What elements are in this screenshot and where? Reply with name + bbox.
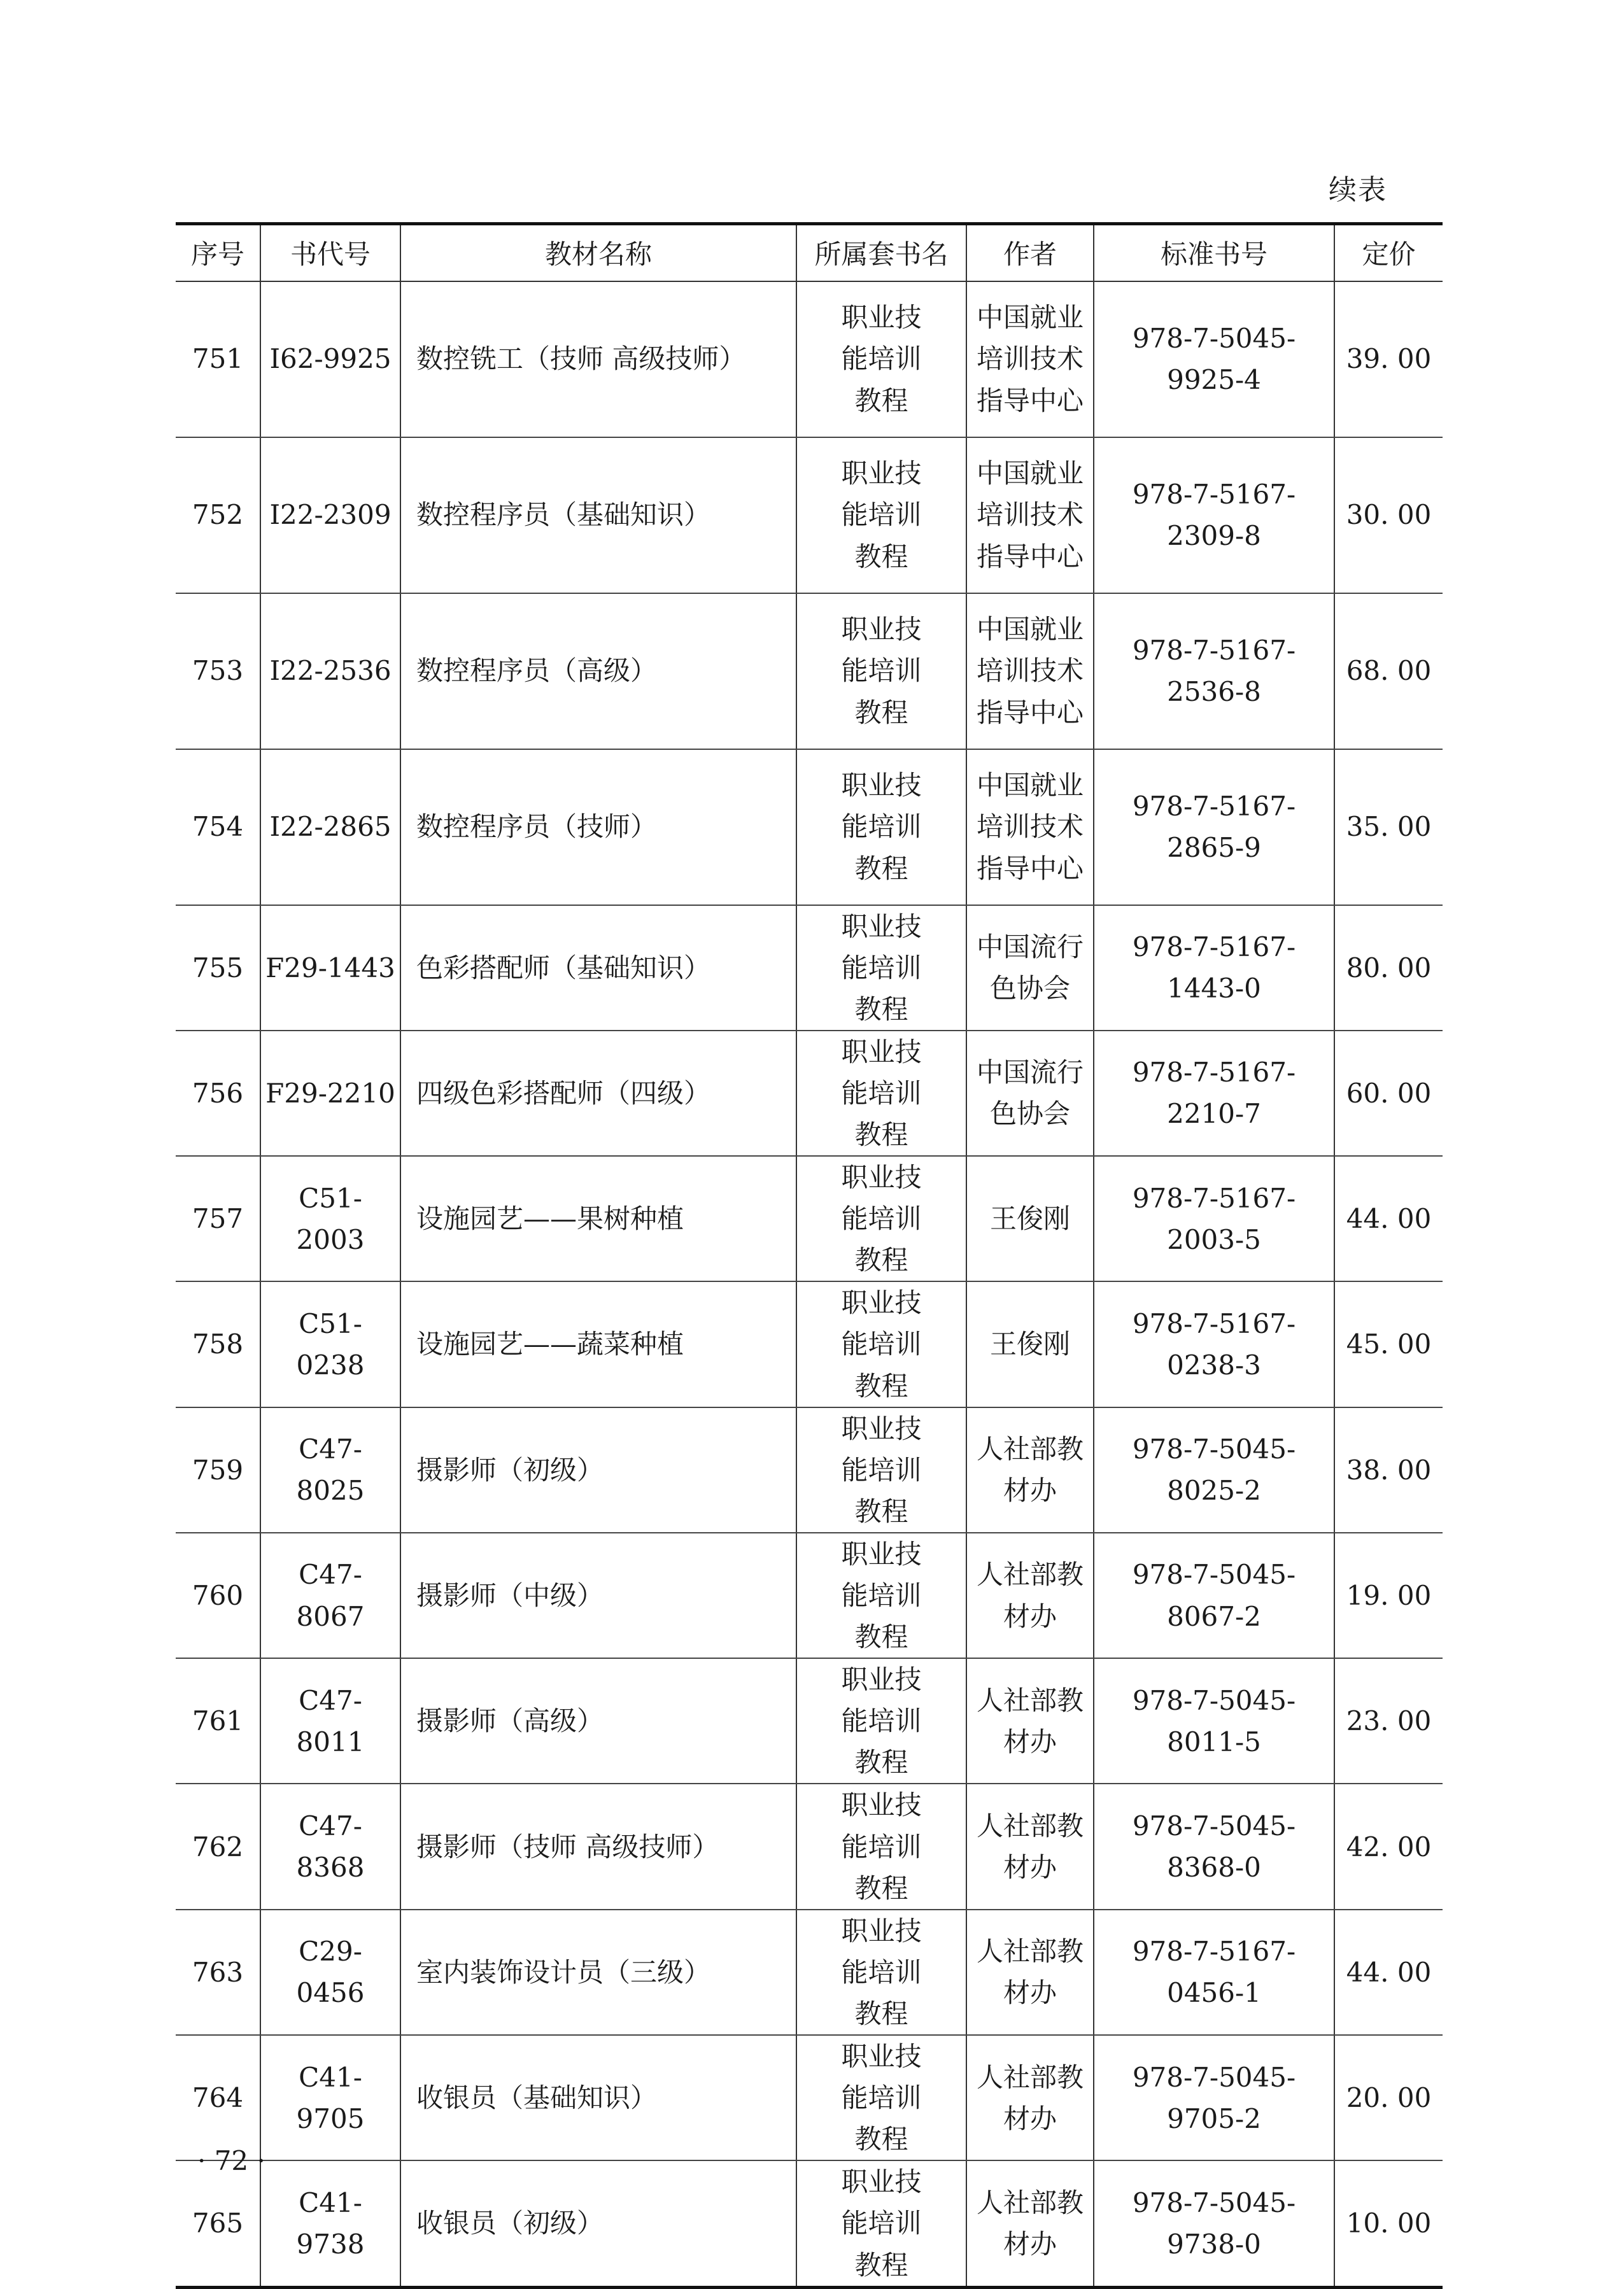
table-header-row	[176, 224, 1443, 281]
cell-author	[966, 1407, 1094, 1533]
cell-price: 44. 00	[1334, 1910, 1443, 2035]
cell-code: C47-8011	[260, 1658, 400, 1784]
column-header-title: 教材名称	[400, 224, 796, 281]
textbook-catalog-table	[176, 222, 1443, 2289]
cell-isbn: 978-7-5045-9925-4	[1094, 281, 1334, 437]
cell-isbn: 978-7-5045-8011-5	[1094, 1658, 1334, 1784]
table-row	[176, 1407, 1443, 1533]
cell-series	[796, 1281, 966, 1407]
cell-seq: 754	[176, 749, 260, 905]
cell-author	[966, 281, 1094, 437]
cell-author	[966, 905, 1094, 1031]
cell-title: 数控程序员（基础知识）	[400, 437, 796, 593]
column-header-author: 作者	[966, 224, 1094, 281]
cell-isbn: 978-7-5167-1443-0	[1094, 905, 1334, 1031]
table-row	[176, 593, 1443, 749]
column-header-code: 书代号	[260, 224, 400, 281]
cell-series	[796, 1156, 966, 1281]
author-text: 中国就业培训技术指导中心	[976, 770, 1084, 884]
cell-isbn: 978-7-5045-8067-2	[1094, 1533, 1334, 1658]
cell-code: C47-8067	[260, 1533, 400, 1658]
table-row	[176, 905, 1443, 1031]
author-text: 人社部教材办	[976, 1433, 1084, 1507]
cell-price: 80. 00	[1334, 905, 1443, 1031]
cell-title: 数控程序员（高级）	[400, 593, 796, 749]
cell-title: 室内装饰设计员（三级）	[400, 1910, 796, 2035]
table-row	[176, 281, 1443, 437]
cell-author	[966, 1784, 1094, 1909]
cell-series	[796, 593, 966, 749]
cell-code: C47-8368	[260, 1784, 400, 1909]
cell-code: C51-2003	[260, 1156, 400, 1281]
cell-series	[796, 1031, 966, 1156]
cell-price: 39. 00	[1334, 281, 1443, 437]
cell-isbn: 978-7-5045-9705-2	[1094, 2035, 1334, 2160]
author-text: 人社部教材办	[976, 1810, 1084, 1884]
series-text: 职业技能培训教程	[841, 910, 922, 1025]
cell-series	[796, 281, 966, 437]
cell-author	[966, 2035, 1094, 2160]
cell-code: C47-8025	[260, 1407, 400, 1533]
cell-author	[966, 1658, 1094, 1784]
author-text: 人社部教材办	[976, 2061, 1084, 2134]
cell-seq: 759	[176, 1407, 260, 1533]
cell-isbn: 978-7-5045-9738-0	[1094, 2160, 1334, 2287]
cell-title: 收银员（初级）	[400, 2160, 796, 2287]
cell-author	[966, 1156, 1094, 1281]
cell-price: 30. 00	[1334, 437, 1443, 593]
cell-isbn: 978-7-5045-8368-0	[1094, 1784, 1334, 1909]
cell-title: 色彩搭配师（基础知识）	[400, 905, 796, 1031]
series-text: 职业技能培训教程	[841, 302, 922, 416]
cell-code: C29-0456	[260, 1910, 400, 2035]
table-row	[176, 749, 1443, 905]
cell-series	[796, 905, 966, 1031]
series-text: 职业技能培训教程	[841, 2041, 922, 2155]
cell-seq: 756	[176, 1031, 260, 1156]
author-text: 中国就业培训技术指导中心	[976, 302, 1084, 416]
table-row	[176, 2035, 1443, 2160]
cell-price: 20. 00	[1334, 2035, 1443, 2160]
cell-series	[796, 2035, 966, 2160]
table-row	[176, 2160, 1443, 2287]
cell-code: I22-2865	[260, 749, 400, 905]
cell-title: 数控铣工（技师 高级技师）	[400, 281, 796, 437]
cell-price: 10. 00	[1334, 2160, 1443, 2287]
series-text: 职业技能培训教程	[841, 614, 922, 728]
cell-isbn: 978-7-5167-2210-7	[1094, 1031, 1334, 1156]
cell-author	[966, 749, 1094, 905]
author-text: 中国就业培训技术指导中心	[976, 614, 1084, 728]
cell-code: I22-2536	[260, 593, 400, 749]
cell-series	[796, 749, 966, 905]
cell-isbn: 978-7-5167-2865-9	[1094, 749, 1334, 905]
cell-author	[966, 593, 1094, 749]
cell-price: 45. 00	[1334, 1281, 1443, 1407]
cell-price: 38. 00	[1334, 1407, 1443, 1533]
author-text: 中国流行色协会	[976, 1057, 1084, 1130]
cell-author	[966, 1031, 1094, 1156]
author-text: 中国流行色协会	[976, 931, 1084, 1004]
cell-price: 42. 00	[1334, 1784, 1443, 1909]
table-row	[176, 1156, 1443, 1281]
series-text: 职业技能培训教程	[841, 1789, 922, 1904]
cell-seq: 752	[176, 437, 260, 593]
series-text: 职业技能培训教程	[841, 1664, 922, 1778]
cell-seq: 751	[176, 281, 260, 437]
cell-series	[796, 1658, 966, 1784]
continued-label: 续表	[1329, 174, 1387, 206]
cell-isbn: 978-7-5167-0456-1	[1094, 1910, 1334, 2035]
cell-author	[966, 2160, 1094, 2287]
table-row	[176, 1784, 1443, 1909]
table-row	[176, 1910, 1443, 2035]
author-text: 中国就业培训技术指导中心	[976, 458, 1084, 572]
cell-seq: 763	[176, 1910, 260, 2035]
cell-series	[796, 1533, 966, 1658]
cell-title: 数控程序员（技师）	[400, 749, 796, 905]
cell-price: 60. 00	[1334, 1031, 1443, 1156]
series-text: 职业技能培训教程	[841, 1162, 922, 1276]
cell-isbn: 978-7-5167-0238-3	[1094, 1281, 1334, 1407]
author-text: 人社部教材办	[976, 1559, 1084, 1632]
column-header-seq: 序号	[176, 224, 260, 281]
cell-title: 摄影师（中级）	[400, 1533, 796, 1658]
column-header-series: 所属套书名	[796, 224, 966, 281]
series-text: 职业技能培训教程	[841, 770, 922, 884]
cell-code: F29-2210	[260, 1031, 400, 1156]
cell-code: C41-9738	[260, 2160, 400, 2287]
table-row	[176, 1031, 1443, 1156]
author-text: 王俊刚	[989, 1328, 1070, 1360]
cell-code: C51-0238	[260, 1281, 400, 1407]
series-text: 职业技能培训教程	[841, 1036, 922, 1150]
cell-author	[966, 1533, 1094, 1658]
table-row	[176, 1281, 1443, 1407]
cell-series	[796, 1910, 966, 2035]
author-text: 人社部教材办	[976, 2187, 1084, 2260]
series-text: 职业技能培训教程	[841, 458, 922, 572]
cell-code: I22-2309	[260, 437, 400, 593]
table-row	[176, 1658, 1443, 1784]
cell-isbn: 978-7-5167-2003-5	[1094, 1156, 1334, 1281]
cell-author	[966, 1281, 1094, 1407]
cell-seq: 757	[176, 1156, 260, 1281]
series-text: 职业技能培训教程	[841, 1287, 922, 1402]
cell-seq: 760	[176, 1533, 260, 1658]
cell-title: 摄影师（技师 高级技师）	[400, 1784, 796, 1909]
series-text: 职业技能培训教程	[841, 2166, 922, 2281]
author-text: 人社部教材办	[976, 1936, 1084, 2009]
cell-series	[796, 437, 966, 593]
cell-seq: 761	[176, 1658, 260, 1784]
column-header-price: 定价	[1334, 224, 1443, 281]
cell-seq: 753	[176, 593, 260, 749]
series-text: 职业技能培训教程	[841, 1538, 922, 1653]
cell-title: 设施园艺——蔬菜种植	[400, 1281, 796, 1407]
cell-code: F29-1443	[260, 905, 400, 1031]
series-text: 职业技能培训教程	[841, 1915, 922, 2029]
cell-author	[966, 1910, 1094, 2035]
table-row	[176, 437, 1443, 593]
cell-title: 四级色彩搭配师（四级）	[400, 1031, 796, 1156]
page-number: · 72 ·	[197, 2145, 265, 2176]
cell-isbn: 978-7-5045-8025-2	[1094, 1407, 1334, 1533]
cell-seq: 765	[176, 2160, 260, 2287]
cell-code: I62-9925	[260, 281, 400, 437]
cell-title: 摄影师（初级）	[400, 1407, 796, 1533]
column-header-isbn: 标准书号	[1094, 224, 1334, 281]
cell-isbn: 978-7-5167-2536-8	[1094, 593, 1334, 749]
cell-isbn: 978-7-5167-2309-8	[1094, 437, 1334, 593]
cell-seq: 764	[176, 2035, 260, 2160]
series-text: 职业技能培训教程	[841, 1412, 922, 1527]
cell-title: 收银员（基础知识）	[400, 2035, 796, 2160]
cell-seq: 755	[176, 905, 260, 1031]
cell-price: 23. 00	[1334, 1658, 1443, 1784]
cell-author	[966, 437, 1094, 593]
cell-title: 设施园艺——果树种植	[400, 1156, 796, 1281]
cell-series	[796, 2160, 966, 2287]
cell-seq: 762	[176, 1784, 260, 1909]
cell-code: C41-9705	[260, 2035, 400, 2160]
cell-price: 35. 00	[1334, 749, 1443, 905]
cell-title: 摄影师（高级）	[400, 1658, 796, 1784]
author-text: 王俊刚	[989, 1203, 1070, 1235]
author-text: 人社部教材办	[976, 1684, 1084, 1757]
cell-price: 68. 00	[1334, 593, 1443, 749]
cell-seq: 758	[176, 1281, 260, 1407]
cell-price: 44. 00	[1334, 1156, 1443, 1281]
cell-series	[796, 1407, 966, 1533]
cell-price: 19. 00	[1334, 1533, 1443, 1658]
cell-series	[796, 1784, 966, 1909]
table-row	[176, 1533, 1443, 1658]
